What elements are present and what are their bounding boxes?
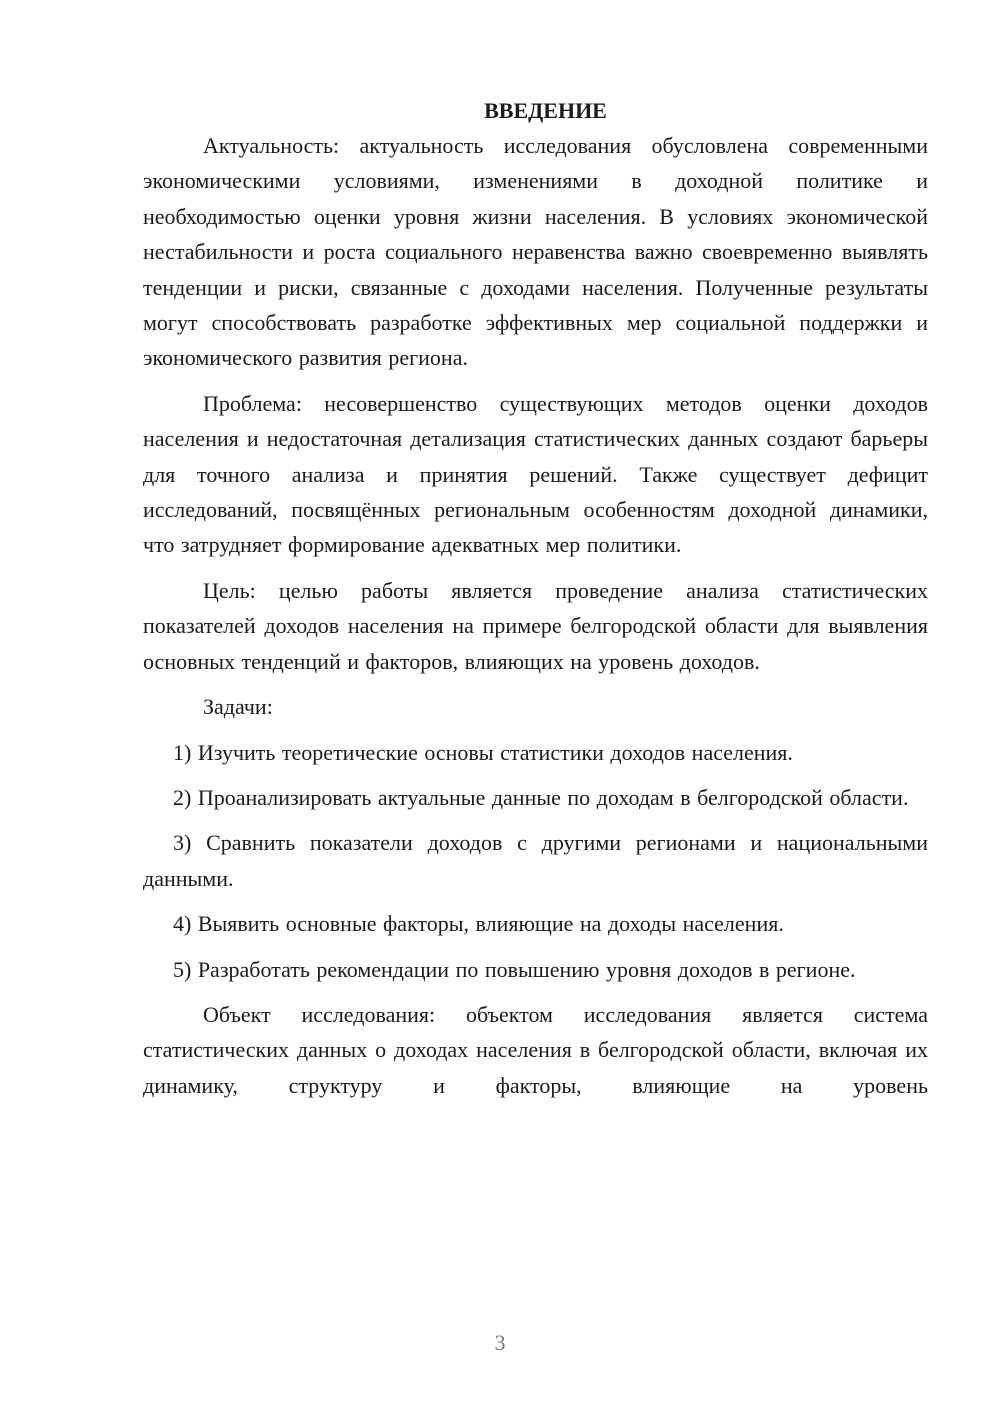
paragraph-goal: Цель: целью работы является проведение анализа статистических показателей доходов населения на примере белгородской области для выявления основных тенденций и факторов, влияющих на уровень доходов. xyxy=(143,577,928,674)
page-number: 3 xyxy=(494,1330,506,1355)
paragraph-problem: Проблема: несовершенство существующих методов оценки доходов населения и недостаточная детализация статистических данных создают барьеры для точного анализа и принятия решений. Также существует дефицит исследований, посвящённых региональным особенностям доходной динамики, что затрудняет формирование адекватных мер политики. xyxy=(143,390,928,558)
list-item-task-4: 4) Выявить основные факторы, влияющие на доходы населения. xyxy=(173,911,784,937)
paragraph-relevance: Актуальность: актуальность исследования обусловлена современными экономическими условиями, изменениями в доходной политике и необходимостью оценки уровня жизни населения. В условиях экономической нестабильности и роста социального неравенства важно своевременно выявлять тенденции и риски, связанные с доходами населения. Полученные результаты могут способствовать разработке эффективных мер социальной поддержки и экономического развития региона. xyxy=(143,133,928,371)
list-item-task-1: 1) Изучить теоретические основы статистики доходов населения. xyxy=(173,739,793,765)
list-item-task-5: 5) Разработать рекомендации по повышению уровня доходов в регионе. xyxy=(173,956,856,982)
list-item-task-2: 2) Проанализировать актуальные данные по доходам в белгородской области. xyxy=(173,784,909,810)
paragraph-tasks-heading: Задачи: xyxy=(203,694,273,720)
section-title: ВВЕДЕНИЕ xyxy=(484,98,607,123)
list-item-task-3: 3) Сравнить показатели доходов с другими регионами и национальными данными. xyxy=(143,830,928,891)
paragraph-object: Объект исследования: объектом исследования является система статистических данных о доходах населения в белгородской области, включая их динамику, структуру и факторы, влияющие на уровень xyxy=(143,1001,928,1098)
